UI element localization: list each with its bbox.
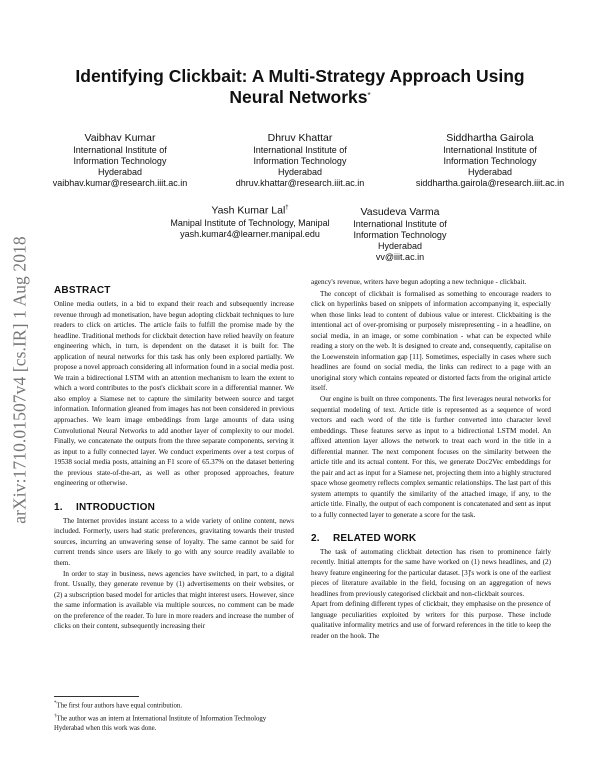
- author-email: vv@iiit.ac.in: [375, 252, 425, 262]
- title-footnote-mark: *: [367, 91, 371, 100]
- abstract-text: Online media outlets, in a bid to expand their reach and subsequently increase revenue through ad monetisation, have begun adopting clickbait techniques to lure readers to click on articles. The article fails to fulfill the promise made by the headline. Traditional methods for clickbait detection have relied heavily on feature engineering which, in turn, is dependent on the dataset it is built for. The application of neural networks for this task has only been explored partially. We propose a novel approach considering all information found in a social media post. We train a bidirectional LSTM with an attention mechanism to learn the extent to which a word contributes to the post's clickbait score in a differential manner. We also employ a Siamese net to capture the similarity between source and target information. Information gleaned from images has not been considered in previous approaches. We learn image embeddings from large amounts of data using Convolutional Neural Networks to add another layer of complexity to our model. Finally, we concatenate the outputs from the three separate components, serving it as input to a fully connected layer. We conduct experiments over a test corpus of 19538 social media posts, attaining an F1 score of 65.37% on the dataset bettering the previous state-of-the-art, as well as other proposed approaches, feature engineering or otherwise.: [54, 300, 294, 488]
- body-paragraph: The Internet provides instant access to a wide variety of online content, news included. Formerly, users had static preferences, gravitating towards their trusted sources, incurring an unwavering sense of loyalty. The same cannot be said for current trends since users are likely to go with any source readily available to them.: [54, 516, 294, 568]
- author-name: Siddhartha Gairola: [446, 132, 534, 144]
- author-affiliation: Information Technology: [73, 156, 167, 166]
- paper-title: Identifying Clickbait: A Multi-Strategy Approach Using Neural Networks*: [75, 66, 525, 107]
- author-name: Vasudeva Varma: [360, 206, 440, 218]
- author-affiliation: Information Technology: [253, 156, 347, 166]
- author-affiliation: Hyderabad: [277, 167, 323, 177]
- section-heading-related-work: 2. RELATED WORK: [311, 532, 417, 544]
- author-affiliation: International Institute of: [253, 145, 347, 155]
- author-name: Dhruv Khattar: [267, 132, 333, 144]
- author-affiliation: Hyderabad: [467, 167, 513, 177]
- footnote-rule: [54, 696, 139, 697]
- author-affiliation: Hyderabad: [377, 241, 423, 251]
- author-email: siddhartha.gairola@research.iiit.ac.in: [415, 178, 565, 188]
- section-heading-introduction: 1. INTRODUCTION: [54, 501, 156, 513]
- body-paragraph: In order to stay in business, news agencies have switched, in part, to a digital front. Usually, they generate revenue by (1) advertisements on their websites, or (2) a subscription based model for articles that might interest users. However, since the same information is available via multiple sources, no comment can be made on the preference of the reader. To lure in more readers and increase the number of clicks on their content, subsequently increasing their: [54, 569, 294, 631]
- author-affiliation: International Institute of: [443, 145, 537, 155]
- author-affiliation: International Institute of: [353, 219, 447, 229]
- author-affiliation: International Institute of: [73, 145, 167, 155]
- author-affiliation: Hyderabad: [97, 167, 143, 177]
- body-paragraph: Apart from defining different types of clickbait, they emphasise on the presence of language peculiarities exploited by writers for this purpose. These include qualitative informality metrics and use of forward references in the title to keep the reader on the hook. The: [311, 600, 551, 640]
- author-email: vaibhav.kumar@research.iiit.ac.in: [52, 178, 188, 188]
- abstract-heading: ABSTRACT: [54, 285, 111, 296]
- right-column: [311, 277, 551, 642]
- author-affiliation: Information Technology: [353, 230, 447, 240]
- author-block: [390, 131, 590, 189]
- author-footnote-mark: †: [285, 205, 289, 211]
- author-affiliation: Manipal Institute of Technology, Manipal: [170, 217, 330, 228]
- author-email: yash.kumar4@learner.manipal.edu: [180, 228, 320, 239]
- left-column: [54, 284, 294, 632]
- body-paragraph: Our engine is built on three components. The first leverages neural networks for sequential modeling of text. Article title is represented as a sequence of word vectors and each word of the title is further converted into character level embeddings. These features serve as input to a bidirectional LSTM model. An affixed attention layer allows the network to treat each word in the title in a differential manner. The next component focuses on the similarity between the article title and its actual content. For this, we generate Doc2Vec embeddings for the pair and act as input for a Siamese net, projecting them into a highly structured space whose geometry reflects complex semantic relationships. The last part of this system attempts to quantify the similarity of the attached image, if any, to the article title. Finally, the output of each component is concatenated and sent as input to a fully connected layer to generate a score for the task.: [311, 395, 551, 520]
- author-email: dhruv.khattar@research.iiit.ac.in: [235, 178, 365, 188]
- author-block: [212, 131, 388, 189]
- footnote: †The author was an intern at International Institute of Information Technology Hyderabad when this work was done.: [54, 714, 267, 732]
- author-name: Yash Kumar Lal†: [211, 204, 289, 217]
- author-name: Vaibhav Kumar: [84, 132, 156, 144]
- body-paragraph: The task of automating clickbait detection has risen to prominence fairly recently. Initial attempts for the same have worked on (1) news headlines, and (2) heavy feature engineering for the particular dataset. [3]'s work is one of the earliest pieces of literature available in the field, focusing on an aggregation of news headlines from previously categorised clickbait and non-clickbait sources.: [311, 547, 551, 598]
- footnotes: [54, 699, 294, 733]
- footnote: *The first four authors have equal contribution.: [54, 701, 183, 710]
- author-block: [45, 131, 195, 189]
- author-block: [150, 201, 350, 240]
- author-block: [330, 205, 470, 263]
- author-affiliation: Information Technology: [443, 156, 537, 166]
- body-paragraph: agency's revenue, writers have begun adopting a new technique - clickbait.: [311, 278, 527, 286]
- arxiv-sidebar-stamp: arXiv:1710.01507v4 [cs.IR] 1 Aug 2018: [9, 236, 30, 524]
- body-paragraph: The concept of clickbait is formalised as something to encourage readers to click on hyperlinks based on snippets of information accompanying it, especially when those links lead to content of dubious value or interest. Clickbaiting is the intentional act of over-promising or purposely misrepresenting - in a headline, on social media, in an image, or some combination - what can be expected while reading a story on the web. It is designed to create and, consequently, capitalise on the Loewenstein information gap [11]. Sometimes, especially in cases where such headlines are found on social media, the links can redirect to a page with an unoriginal story which contains repeated or distorted facts from the original article itself.: [311, 289, 551, 393]
